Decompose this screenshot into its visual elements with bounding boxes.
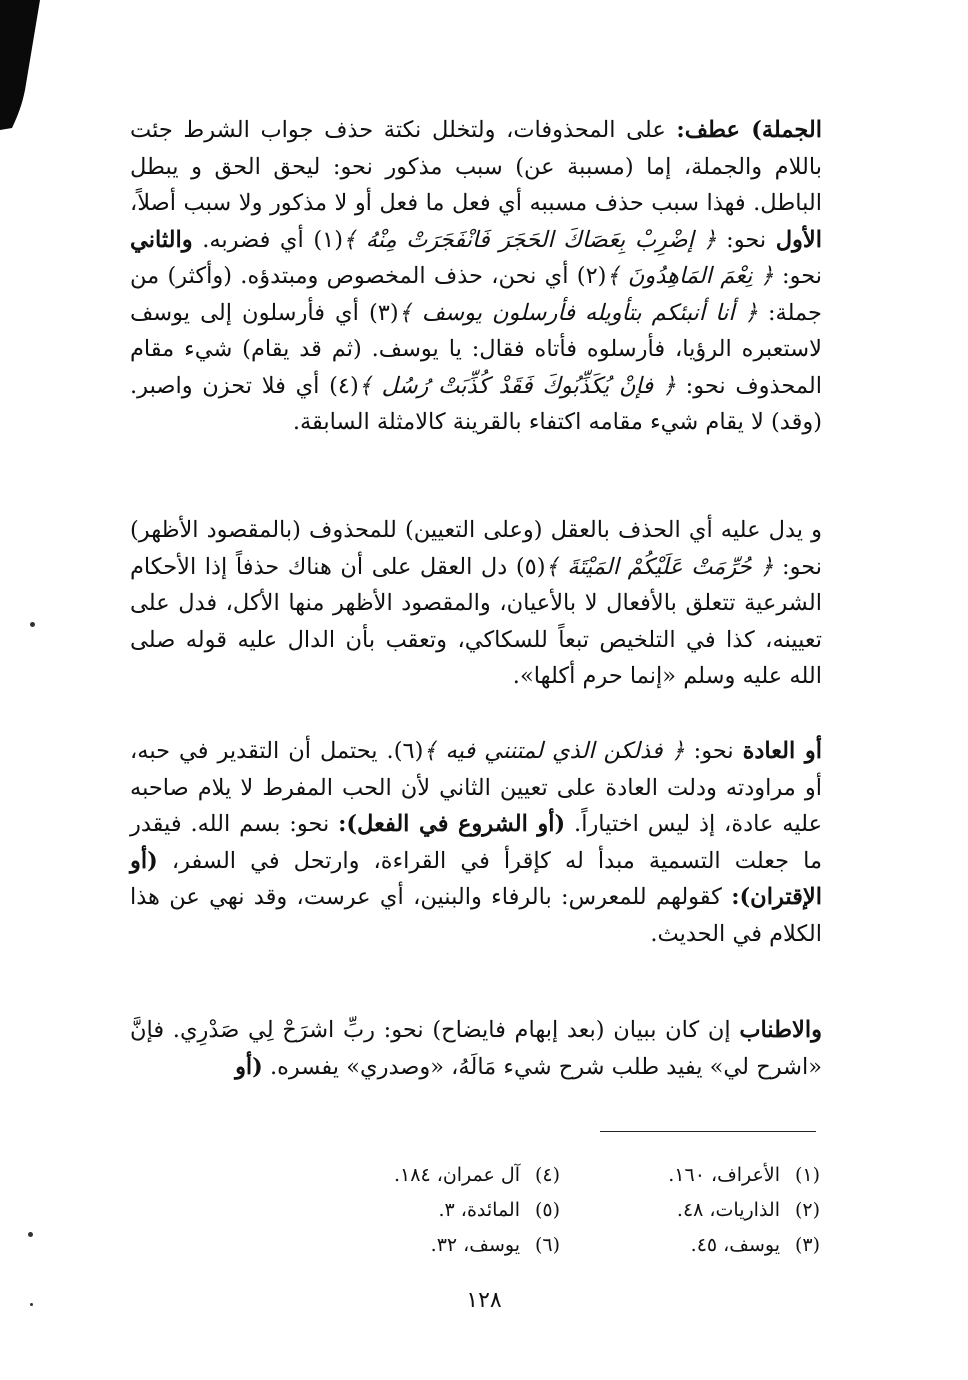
footnote-item [560,1228,820,1263]
term-heading: (أو الإقتران): [130,847,822,910]
term-heading: والثاني [130,226,193,253]
quran-quote: ﴿ نِعْمَ المَاهِدُونَ ﴾ [606,263,774,289]
quran-quote: ﴿ حُرِّمَتْ عَلَيْكُمْ المَيْتَةَ ﴾ [545,553,774,580]
quran-quote: ﴿ فإنْ يُكَذِّبُوكَ فَقَدْ كُذِّبَتْ رُسُل ﴾ [358,372,676,399]
term-heading: الجملة) عطف: [676,117,823,143]
footnote-item [560,1158,820,1193]
footnote-item [300,1193,560,1228]
text-run: (٢) أي نحن، حذف المخصوص ومبتدؤه. (وأكثر) من جملة: [130,263,822,326]
footnote-separator [600,1131,816,1132]
footnote-text: الذاريات، ٤٨. [676,1199,780,1221]
footnote-row [300,1193,820,1228]
scan-speck [28,1232,33,1237]
footnote-text: يوسف، ٤٥. [690,1234,780,1256]
text-run: نحو: [716,226,776,253]
text-run: و يدل عليه أي الحذف بالعقل (وعلى التعيين) للمحذوف (بالمقصود الأظهر) نحو: [130,517,822,580]
footnote-text: يوسف، ٣٢. [430,1234,520,1256]
text-run: كقولهم للمعرس: بالرفاء والبنين، أي عرست، وقد نهي عن هذا الكلام في الحديث. [130,884,822,947]
quran-quote: ﴿ إضْرِبْ بِعَصَاكَ الحَجَرَ فَانْفَجَرَتْ مِنْهُ ﴾ [343,226,717,253]
text-run: (أو [235,1053,263,1080]
quran-quote: ﴿ فذلكن الذي لمتنني فيه ﴾ [423,738,685,764]
footnote-item [560,1193,820,1228]
text-run: نحو: [773,263,823,289]
text-run: نحو: بسم الله. فيقدر ما جعلت التسمية مبدأ له كإقرأ في القراءة، وارتحل في السفر، [130,811,822,874]
footnote-number: (٤) [534,1164,560,1186]
scan-speck [30,622,35,627]
footnote-number: (٥) [534,1199,560,1221]
text-run: (١) أي فضربه. [192,226,343,253]
text-run: إن كان ببيان (بعد إبهام فايضاح) نحو: ربِّ اشرَحْ لِي صَدْرِي. فإنَّ «اشرح لي» يفيد طلب شرح شيء مَالَهُ، «وصدري» يفسره. [130,1017,822,1080]
footnote-number: (٦) [534,1234,560,1256]
page-number: ١٢٨ [466,1288,502,1313]
footnote-row [300,1158,820,1193]
paragraph-4 [130,1012,822,1085]
paragraph-1 [130,112,822,441]
term-heading: والاطناب [739,1017,822,1043]
footnote-number: (١) [794,1164,820,1186]
paragraph-2 [130,512,822,695]
footnote-text: الأعراف، ١٦٠. [668,1164,780,1186]
term-heading: الأول [775,226,822,253]
text-run: نحو: [684,738,743,764]
footnote-item [300,1228,560,1263]
footnote-number: (٢) [794,1199,820,1221]
paragraph-3 [130,733,822,952]
scan-corner-shadow [0,0,60,130]
text-run: (٣) أي فأرسلون إلى يوسف لاستعبره الرؤيا، فأرسلوه فأتاه فقال: يا يوسف. (ثم قد يقام) شيء مقام المحذوف نحو: [130,299,822,399]
footnote-row [300,1228,820,1263]
footnotes [300,1158,820,1263]
text-run: على المحذوفات، ولتخلل نكتة حذف جواب الشرط جئت باللام والجملة، إما (مسببة عن) سبب مذكور نحو: ليحق الحق و يبطل الباطل. فهذا سبب حذف مسببه أي فعل ما فعل أو لا مذكور ولا سبب أصلاً، [130,117,822,216]
term-heading: (أو الشروع في الفعل): [338,811,566,837]
footnote-text: آل عمران، ١٨٤. [393,1164,520,1186]
footnote-text: المائدة، ٣. [438,1199,520,1221]
text-run: (٦). يحتمل أن التقدير في حبه، أو مراودته ودلت العادة على تعيين الثاني لأن الحب المفرط لا يلام صاحبه عليه عادة، إذ ليس اختياراً. [130,738,822,837]
term-heading: أو العادة [742,738,823,764]
text-run: (٥) دل العقل على أن هناك حذفاً إذا الأحكام الشرعية تتعلق بالأفعال لا بالأعيان، والمقصود الأظهر منها الأكل، فدل على تعيينه، كذا في التلخيص تبعاً للسكاكي، وتعقب بأن الدال عليه قوله صلى الله عليه وسلم «إنما حرم أكلها». [130,553,822,689]
quran-quote: ﴿ أنا أنبئكم بتأويله فأرسلون يوسف ﴾ [398,299,758,326]
text-run: (٤) أي فلا تحزن واصبر. (وقد) لا يقام شيء مقامه اكتفاء بالقرينة كالامثلة السابقة. [130,372,822,435]
footnote-number: (٣) [794,1234,820,1256]
footnote-item [300,1158,560,1193]
